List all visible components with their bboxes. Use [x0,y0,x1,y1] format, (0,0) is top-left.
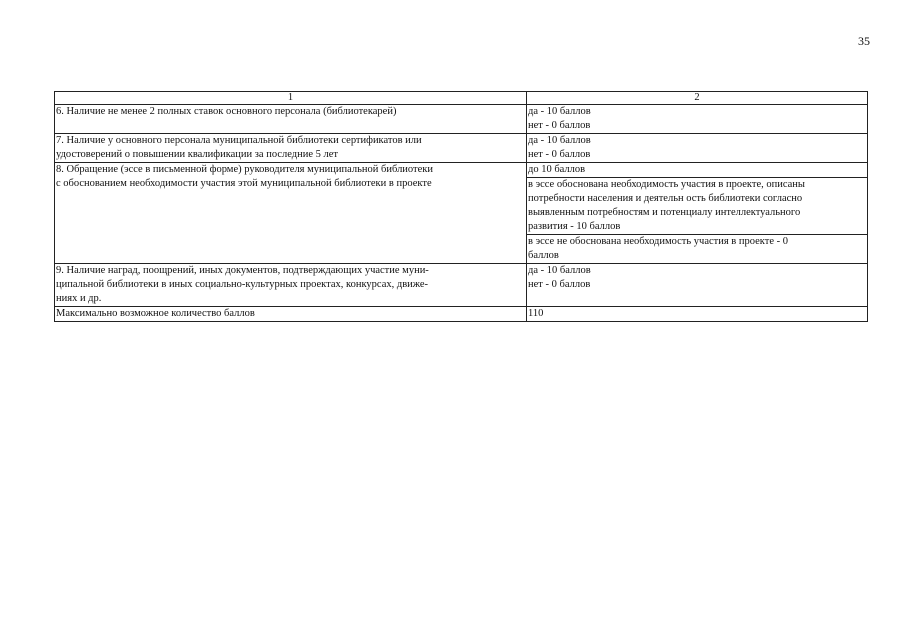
score-cell [527,178,868,235]
score-cell [527,163,868,178]
score-text: нет - 0 баллов [528,149,591,160]
score-text: развития - 10 баллов [528,221,621,232]
criterion-cell [55,163,527,264]
score-text: в эссе обоснована необходимость участия в проекте, описаны [528,179,805,190]
column-header-2: 2 [527,92,868,105]
table-header-row [55,92,868,105]
score-cell [527,264,868,307]
score-text: баллов [528,250,559,261]
score-cell [527,235,868,264]
table-row [55,134,868,163]
total-value: 110 [527,307,868,322]
criterion-text: ципальной библиотеки в иных социально-культурных проектах, конкурсах, движе- [56,279,429,290]
criterion-text: 6. Наличие не менее 2 полных ставок основного персонала (библиотекарей) [56,106,397,117]
score-cell [527,105,868,134]
score-text: потребности населения и деятельн ость библиотеки согласно [528,193,803,204]
total-row [55,307,868,322]
criterion-text: ниях и др. [56,293,102,304]
criteria-table [54,91,868,322]
criterion-text: 8. Обращение (эссе в письменной форме) руководителя муниципальной библиотеки [56,164,434,175]
score-text: да - 10 баллов [528,265,591,276]
score-text: выявленным потребностям и потенциалу интеллектуального [528,207,801,218]
score-text: да - 10 баллов [528,135,591,146]
table-row [55,264,868,307]
page-number: 35 [858,34,870,48]
table-row [55,105,868,134]
table-row [55,163,868,178]
criterion-cell [55,134,527,163]
criterion-cell [55,264,527,307]
criterion-text: 7. Наличие у основного персонала муниципальной библиотеки сертификатов или [56,135,422,146]
criterion-cell [55,105,527,134]
score-text: нет - 0 баллов [528,120,591,131]
column-header-1: 1 [55,92,527,105]
criterion-text: 9. Наличие наград, поощрений, иных документов, подтверждающих участие муни- [56,265,429,276]
score-cell [527,134,868,163]
criterion-text: удостоверений о повышении квалификации за последние 5 лет [56,149,338,160]
total-label: Максимально возможное количество баллов [55,307,527,322]
score-text: в эссе не обоснована необходимость участия в проекте - 0 [528,236,789,247]
score-text: до 10 баллов [528,164,586,175]
score-text: да - 10 баллов [528,106,591,117]
criterion-text: с обоснованием необходимости участия этой муниципальной библиотеки в проекте [56,178,432,189]
score-text: нет - 0 баллов [528,279,591,290]
